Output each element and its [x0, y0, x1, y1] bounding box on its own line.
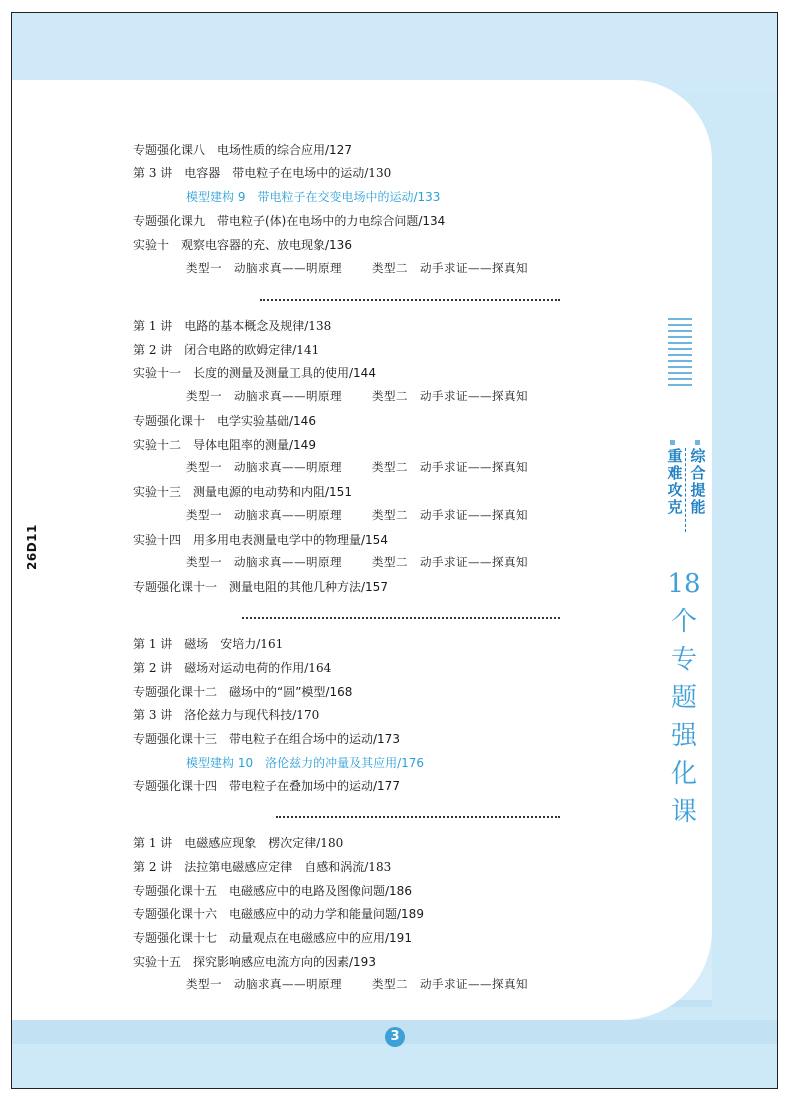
toc-types — [186, 388, 528, 404]
type-one: 类型一 动脑求真——明原理 — [186, 977, 342, 991]
toc-entry[interactable]: 专题强化课十一 测量电阻的其他几种方法/157 — [133, 580, 388, 594]
toc-entry[interactable]: 第 1 讲 磁场 安培力/161 — [133, 637, 284, 651]
side-code: 26D11 — [25, 524, 39, 570]
toc-entry-model[interactable]: 模型建构 10 洛伦兹力的冲量及其应用/176 — [186, 756, 425, 770]
page-number: 3 — [385, 1027, 405, 1047]
toc-entry[interactable]: 实验十三 测量电源的电动势和内阻/151 — [133, 485, 352, 499]
type-two: 类型二 动手求证——探真知 — [372, 977, 528, 991]
toc-types — [186, 260, 528, 276]
sidebar-big-title: 18个专题强化课 — [667, 569, 701, 827]
toc-entry[interactable]: 专题强化课十 电学实验基础/146 — [133, 414, 316, 428]
sidebar-label-left: 重难攻克 — [667, 447, 683, 516]
toc-entry[interactable]: 实验十 观察电容器的充、放电现象/136 — [133, 238, 352, 252]
toc-entry[interactable]: 专题强化课十七 动量观点在电磁感应中的应用/191 — [133, 931, 412, 945]
toc-entry[interactable]: 专题强化课九 带电粒子(体)在电场中的力电综合问题/134 — [133, 214, 446, 228]
type-one: 类型一 动脑求真——明原理 — [186, 389, 342, 403]
toc-entry[interactable]: 专题强化课十四 带电粒子在叠加场中的运动/177 — [133, 779, 400, 793]
type-two: 类型二 动手求证——探真知 — [372, 555, 528, 569]
dot-leader — [260, 299, 560, 301]
sidebar-labels — [662, 448, 710, 568]
square-icon — [695, 440, 700, 445]
type-two: 类型二 动手求证——探真知 — [372, 508, 528, 522]
type-one: 类型一 动脑求真——明原理 — [186, 508, 342, 522]
toc-entry[interactable]: 第 2 讲 法拉第电磁感应定律 自感和涡流/183 — [133, 860, 392, 874]
type-one: 类型一 动脑求真——明原理 — [186, 555, 342, 569]
type-two: 类型二 动手求证——探真知 — [372, 460, 528, 474]
toc-types — [186, 976, 528, 992]
toc-entry[interactable]: 专题强化课十五 电磁感应中的电路及图像问题/186 — [133, 884, 412, 898]
toc-types — [186, 554, 528, 570]
sidebar-label-right: 综合提能 — [690, 447, 706, 516]
type-two: 类型二 动手求证——探真知 — [372, 261, 528, 275]
type-one: 类型一 动脑求真——明原理 — [186, 460, 342, 474]
square-icon — [670, 440, 675, 445]
stripes-decoration — [668, 318, 692, 390]
toc-entry[interactable]: 实验十二 导体电阻率的测量/149 — [133, 438, 316, 452]
toc-types — [186, 507, 528, 523]
toc-entry[interactable]: 第 1 讲 电路的基本概念及规律/138 — [133, 319, 332, 333]
toc-entry-model[interactable]: 模型建构 9 带电粒子在交变电场中的运动/133 — [186, 190, 441, 204]
toc-entry[interactable]: 第 2 讲 闭合电路的欧姆定律/141 — [133, 343, 320, 357]
toc-entry[interactable]: 实验十一 长度的测量及测量工具的使用/144 — [133, 366, 376, 380]
toc-entry[interactable]: 专题强化课十二 磁场中的“圆”模型/168 — [133, 685, 353, 699]
type-two: 类型二 动手求证——探真知 — [372, 389, 528, 403]
dot-leader — [276, 816, 560, 818]
type-one: 类型一 动脑求真——明原理 — [186, 261, 342, 275]
toc-entry[interactable]: 专题强化课十三 带电粒子在组合场中的运动/173 — [133, 732, 400, 746]
toc-entry[interactable]: 专题强化课十六 电磁感应中的动力学和能量问题/189 — [133, 907, 424, 921]
toc-types — [186, 459, 528, 475]
dot-leader — [242, 617, 560, 619]
toc-entry[interactable]: 第 2 讲 磁场对运动电荷的作用/164 — [133, 661, 332, 675]
toc-entry[interactable]: 第 1 讲 电磁感应现象 楞次定律/180 — [133, 836, 344, 850]
toc-entry[interactable]: 实验十四 用多用电表测量电学中的物理量/154 — [133, 533, 388, 547]
toc-entry[interactable]: 第 3 讲 洛伦兹力与现代科技/170 — [133, 708, 320, 722]
sidebar-divider — [685, 448, 686, 532]
toc-entry[interactable]: 第 3 讲 电容器 带电粒子在电场中的运动/130 — [133, 166, 392, 180]
toc-entry[interactable]: 实验十五 探究影响感应电流方向的因素/193 — [133, 955, 376, 969]
toc-entry[interactable]: 专题强化课八 电场性质的综合应用/127 — [133, 143, 352, 157]
